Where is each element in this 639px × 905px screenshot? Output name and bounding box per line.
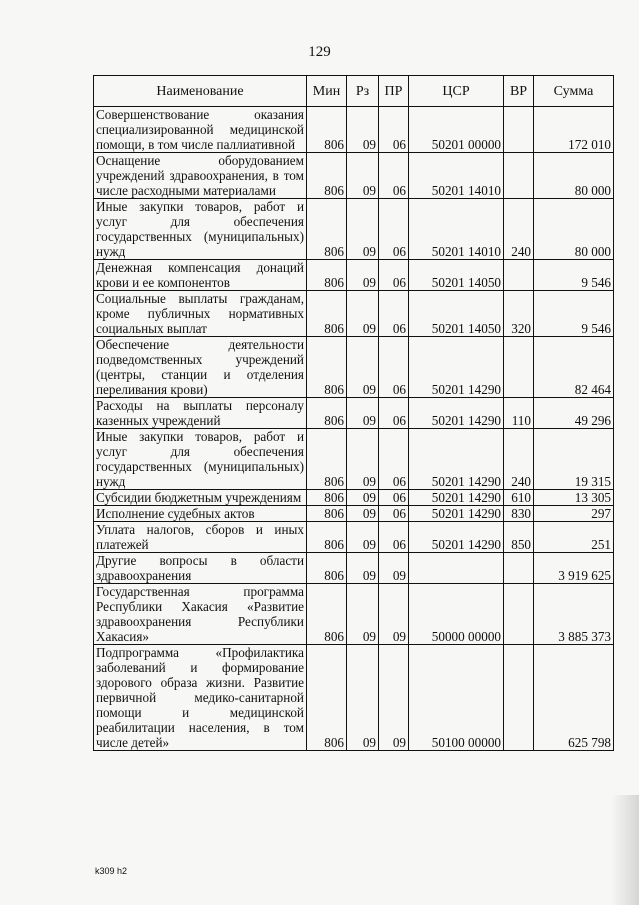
cell-sum: 13 305 (534, 490, 614, 506)
cell-sum: 9 546 (534, 291, 614, 337)
cell-vr (504, 260, 534, 291)
page-number: 129 (308, 44, 331, 60)
table-row (94, 645, 614, 751)
cell-pr: 06 (379, 291, 409, 337)
table-row (94, 291, 614, 337)
table-row (94, 584, 614, 645)
cell-name: Обеспечение деятельности подведомственных учреждений (центры, станции и отделения переливания крови) (94, 337, 307, 398)
cell-rz: 09 (347, 553, 379, 584)
footer-code: k309 h2 (95, 866, 128, 876)
table-row (94, 260, 614, 291)
cell-rz: 09 (347, 584, 379, 645)
header-sum: Сумма (534, 76, 614, 107)
cell-csr: 50100 00000 (409, 645, 504, 751)
cell-pr: 06 (379, 398, 409, 429)
cell-min: 806 (307, 107, 347, 153)
cell-vr: 110 (504, 398, 534, 429)
cell-rz: 09 (347, 645, 379, 751)
cell-vr (504, 153, 534, 199)
cell-pr: 06 (379, 153, 409, 199)
cell-name: Субсидии бюджетным учреждениям (94, 490, 307, 506)
cell-vr (504, 107, 534, 153)
cell-csr: 50201 14290 (409, 337, 504, 398)
cell-csr: 50201 14290 (409, 398, 504, 429)
cell-sum: 172 010 (534, 107, 614, 153)
cell-rz: 09 (347, 522, 379, 553)
cell-min: 806 (307, 260, 347, 291)
cell-pr: 09 (379, 553, 409, 584)
cell-sum: 9 546 (534, 260, 614, 291)
table-row (94, 522, 614, 553)
header-pr: ПР (379, 76, 409, 107)
cell-name: Социальные выплаты гражданам, кроме публичных нормативных социальных выплат (94, 291, 307, 337)
cell-csr: 50201 14010 (409, 199, 504, 260)
cell-rz: 09 (347, 337, 379, 398)
cell-min: 806 (307, 429, 347, 490)
cell-csr: 50201 14290 (409, 490, 504, 506)
cell-name: Исполнение судебных актов (94, 506, 307, 522)
cell-sum: 251 (534, 522, 614, 553)
cell-csr (409, 553, 504, 584)
table-row (94, 107, 614, 153)
cell-rz: 09 (347, 490, 379, 506)
cell-min: 806 (307, 506, 347, 522)
cell-vr: 240 (504, 429, 534, 490)
cell-min: 806 (307, 645, 347, 751)
cell-name: Иные закупки товаров, работ и услуг для обеспечения государственных (муниципальных) нужд (94, 199, 307, 260)
cell-pr: 06 (379, 522, 409, 553)
cell-rz: 09 (347, 107, 379, 153)
cell-pr: 06 (379, 337, 409, 398)
cell-min: 806 (307, 398, 347, 429)
cell-pr: 06 (379, 490, 409, 506)
cell-vr: 610 (504, 490, 534, 506)
scan-edge-shadow (611, 795, 639, 905)
table-header-row (94, 76, 614, 107)
table-row (94, 398, 614, 429)
cell-name: Подпрограмма «Профилактика заболеваний и формирование здорового образа жизни. Развитие первичной медико-санитарной помощи и медицинской реабилитации населения, в том числе детей» (94, 645, 307, 751)
cell-rz: 09 (347, 260, 379, 291)
table-row (94, 199, 614, 260)
cell-sum: 625 798 (534, 645, 614, 751)
table-row (94, 337, 614, 398)
table-body (94, 107, 614, 751)
cell-sum: 82 464 (534, 337, 614, 398)
table-row (94, 153, 614, 199)
header-rz: Рз (347, 76, 379, 107)
cell-sum: 297 (534, 506, 614, 522)
header-min: Мин (307, 76, 347, 107)
cell-pr: 06 (379, 107, 409, 153)
cell-min: 806 (307, 199, 347, 260)
cell-pr: 06 (379, 199, 409, 260)
header-csr: ЦСР (409, 76, 504, 107)
cell-rz: 09 (347, 398, 379, 429)
cell-sum: 80 000 (534, 199, 614, 260)
cell-pr: 06 (379, 429, 409, 490)
cell-vr (504, 553, 534, 584)
cell-min: 806 (307, 553, 347, 584)
cell-pr: 06 (379, 260, 409, 291)
cell-csr: 50201 14050 (409, 260, 504, 291)
budget-table (93, 75, 614, 751)
cell-sum: 3 885 373 (534, 584, 614, 645)
cell-vr: 850 (504, 522, 534, 553)
cell-csr: 50201 14290 (409, 522, 504, 553)
cell-rz: 09 (347, 199, 379, 260)
cell-name: Другие вопросы в области здравоохранения (94, 553, 307, 584)
table-row (94, 490, 614, 506)
cell-rz: 09 (347, 429, 379, 490)
cell-min: 806 (307, 153, 347, 199)
cell-csr: 50201 14290 (409, 506, 504, 522)
cell-name: Иные закупки товаров, работ и услуг для обеспечения государственных (муниципальных) нужд (94, 429, 307, 490)
table-row (94, 506, 614, 522)
cell-min: 806 (307, 291, 347, 337)
cell-pr: 06 (379, 506, 409, 522)
cell-min: 806 (307, 522, 347, 553)
cell-sum: 49 296 (534, 398, 614, 429)
cell-name: Денежная компенсация донаций крови и ее компонентов (94, 260, 307, 291)
cell-csr: 50201 14290 (409, 429, 504, 490)
cell-pr: 09 (379, 584, 409, 645)
cell-vr: 830 (504, 506, 534, 522)
cell-csr: 50201 14050 (409, 291, 504, 337)
cell-sum: 80 000 (534, 153, 614, 199)
cell-csr: 50201 00000 (409, 107, 504, 153)
cell-min: 806 (307, 584, 347, 645)
header-vr: ВР (504, 76, 534, 107)
cell-rz: 09 (347, 291, 379, 337)
cell-sum: 3 919 625 (534, 553, 614, 584)
cell-csr: 50201 14010 (409, 153, 504, 199)
table-row (94, 553, 614, 584)
cell-vr (504, 337, 534, 398)
table-row (94, 429, 614, 490)
cell-min: 806 (307, 490, 347, 506)
cell-vr: 320 (504, 291, 534, 337)
cell-pr: 09 (379, 645, 409, 751)
cell-vr (504, 645, 534, 751)
cell-rz: 09 (347, 153, 379, 199)
cell-name: Уплата налогов, сборов и иных платежей (94, 522, 307, 553)
cell-rz: 09 (347, 506, 379, 522)
cell-vr (504, 584, 534, 645)
cell-name: Расходы на выплаты персоналу казенных учреждений (94, 398, 307, 429)
cell-min: 806 (307, 337, 347, 398)
cell-vr: 240 (504, 199, 534, 260)
cell-name: Оснащение оборудованием учреждений здравоохранения, в том числе расходными материалами (94, 153, 307, 199)
cell-sum: 19 315 (534, 429, 614, 490)
cell-name: Совершенствование оказания специализированной медицинской помощи, в том числе паллиативной (94, 107, 307, 153)
header-name: Наименование (94, 76, 307, 107)
cell-name: Государственная программа Республики Хакасия «Развитие здравоохранения Республики Хакасия» (94, 584, 307, 645)
cell-csr: 50000 00000 (409, 584, 504, 645)
